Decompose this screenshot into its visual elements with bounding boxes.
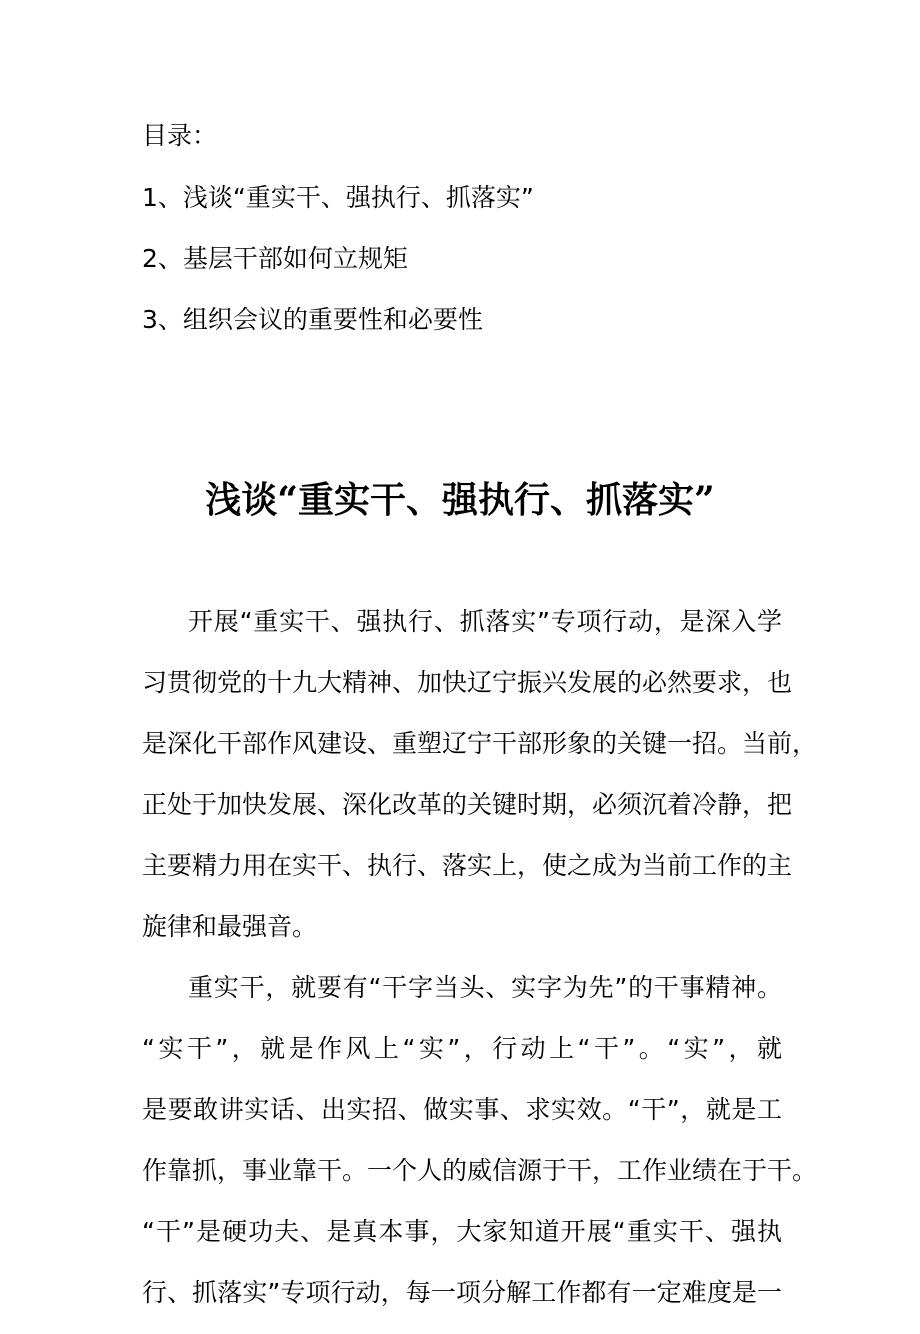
toc-list — [142, 180, 534, 363]
paragraph-line: “实干”，就是作风上“实”，行动上“干”。“实”，就 — [142, 1034, 782, 1063]
toc-item-1: 1、浅谈“重实干、强执行、抓落实” — [142, 183, 534, 212]
paragraph-line: 是深化干部作风建设、重塑辽宁干部形象的关键一招。当前， — [142, 729, 818, 758]
paragraph-line: “干”是硬功夫、是真本事，大家知道开展“重实干、强执 — [142, 1217, 782, 1246]
toc-item-2: 2、基层干部如何立规矩 — [142, 244, 408, 273]
article-title: 浅谈“重实干、强执行、抓落实” — [205, 479, 715, 521]
paragraph-line: 是要敢讲实话、出实招、做实事、求实效。“干”，就是工 — [142, 1095, 782, 1124]
toc-item-3: 3、组织会议的重要性和必要性 — [142, 305, 483, 334]
paragraph-line: 开展“重实干、强执行、抓落实”专项行动，是深入学 — [188, 607, 782, 636]
paragraph-line: 旋律和最强音。 — [142, 912, 318, 941]
paragraph-line: 习贯彻党的十九大精神、加快辽宁振兴发展的必然要求，也 — [142, 668, 793, 697]
paragraph-1 — [142, 602, 818, 947]
paragraph-line: 重实干，就要有“干字当头、实字为先”的干事精神。 — [188, 973, 782, 1002]
paragraph-line: 正处于加快发展、深化改革的关键时期，必须沉着冷静，把 — [142, 790, 793, 819]
paragraph-2 — [142, 968, 818, 1313]
paragraph-line: 作靠抓，事业靠干。一个人的威信源于干，工作业绩在于干。 — [142, 1156, 818, 1185]
paragraph-line: 主要精力用在实干、执行、落实上，使之成为当前工作的主 — [142, 851, 793, 880]
toc-title: 目录： — [142, 121, 218, 150]
article-body — [142, 602, 818, 1334]
paragraph-line: 行、抓落实”专项行动，每一项分解工作都有一定难度是一 — [142, 1278, 782, 1307]
